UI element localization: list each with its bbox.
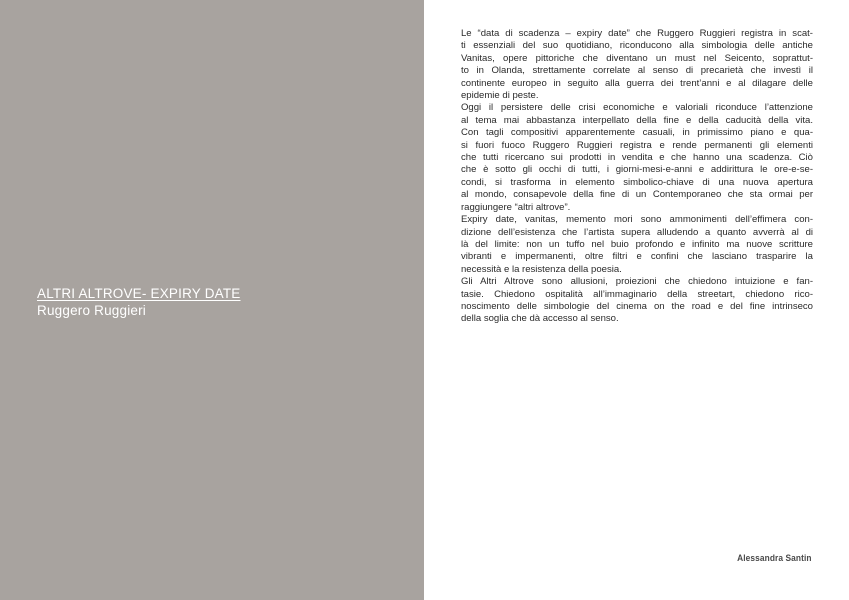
text-line: Oggi il persistere delle crisi economiche e valoriali riconduce l’attenzione — [461, 102, 813, 114]
text-line: condi, si trasforma in elemento simbolico-chiave di una nuova apertura — [461, 176, 813, 188]
text-line: al tema mai abbastanza interpellato della fine e della caducità della vita. — [461, 114, 813, 126]
text-line: che tutti ricercano sui prodotti in vendita e che hanno una scadenza. Ciò — [461, 152, 813, 164]
paragraph-2 — [461, 102, 813, 214]
text-line: vibranti e impermanenti, oltre filtri e confini che lasciano trasparire la — [461, 251, 813, 263]
text-line: dizione dell’esistenza che l’artista supera alludendo a quanto avverrà al di — [461, 226, 813, 238]
text-line: Expiry date, vanitas, memento mori sono ammonimenti dell’effimera con- — [461, 214, 813, 226]
text-line: della soglia che dà accesso al senso. — [461, 313, 619, 325]
text-line: Con tagli compositivi apparentemente casuali, in primissimo piano e qua- — [461, 127, 813, 139]
text-line: necessità e la resistenza della poesia. — [461, 263, 622, 275]
left-page — [0, 0, 424, 600]
text-line: là del limite: non un tuffo nel buio profondo e infinito ma nuove scritture — [461, 238, 813, 250]
text-line: to in Olanda, strettamente correlate al senso di precarietà che investì il — [461, 65, 813, 77]
text-line: Vanitas, opere pittoriche che diventano un must nel Seicento, soprattut- — [461, 52, 813, 64]
paragraph-4 — [461, 276, 813, 326]
text-line: Le “data di scadenza – expiry date” che Ruggero Ruggieri registra in scat- — [461, 28, 813, 39]
text-line: al mondo, consapevole della fine di un Contemporaneo che sta ormai per — [461, 189, 813, 201]
text-line: che è sotto gli occhi di tutti, i giorni-mesi-e-anni e addirittura le ore-e-se- — [461, 164, 813, 176]
paragraph-1 — [461, 28, 813, 102]
artist-name: Ruggero Ruggieri — [37, 303, 147, 318]
text-line: ti essenziali del suo quotidiano, riconducono alla simbologia delle antiche — [461, 40, 813, 52]
text-line: noscimento delle simbologie del cinema on the road e del fine intrinseco — [461, 300, 813, 312]
text-line: raggiungere “altri altrove”. — [461, 201, 571, 213]
exhibition-title: ALTRI ALTROVE- EXPIRY DATE — [37, 286, 241, 301]
right-page — [424, 0, 849, 600]
essay-body — [461, 28, 813, 326]
text-line: continente europeo in seguito alla guerra dei trent’anni e al dilagare delle — [461, 77, 813, 89]
text-line: Gli Altri Altrove sono allusioni, proiezioni che chiedono intuizione e fan- — [461, 276, 813, 288]
text-line: tasie. Chiedono ospitalità all’immaginario della streetart, chiedono rico- — [461, 288, 813, 300]
text-line: epidemie di peste. — [461, 90, 539, 102]
author-signature: Alessandra Santin — [737, 553, 812, 564]
paragraph-3 — [461, 214, 813, 276]
text-line: si fuori fuoco Ruggero Ruggieri registra e rende permanenti gli elementi — [461, 139, 813, 151]
title-block — [37, 285, 241, 319]
